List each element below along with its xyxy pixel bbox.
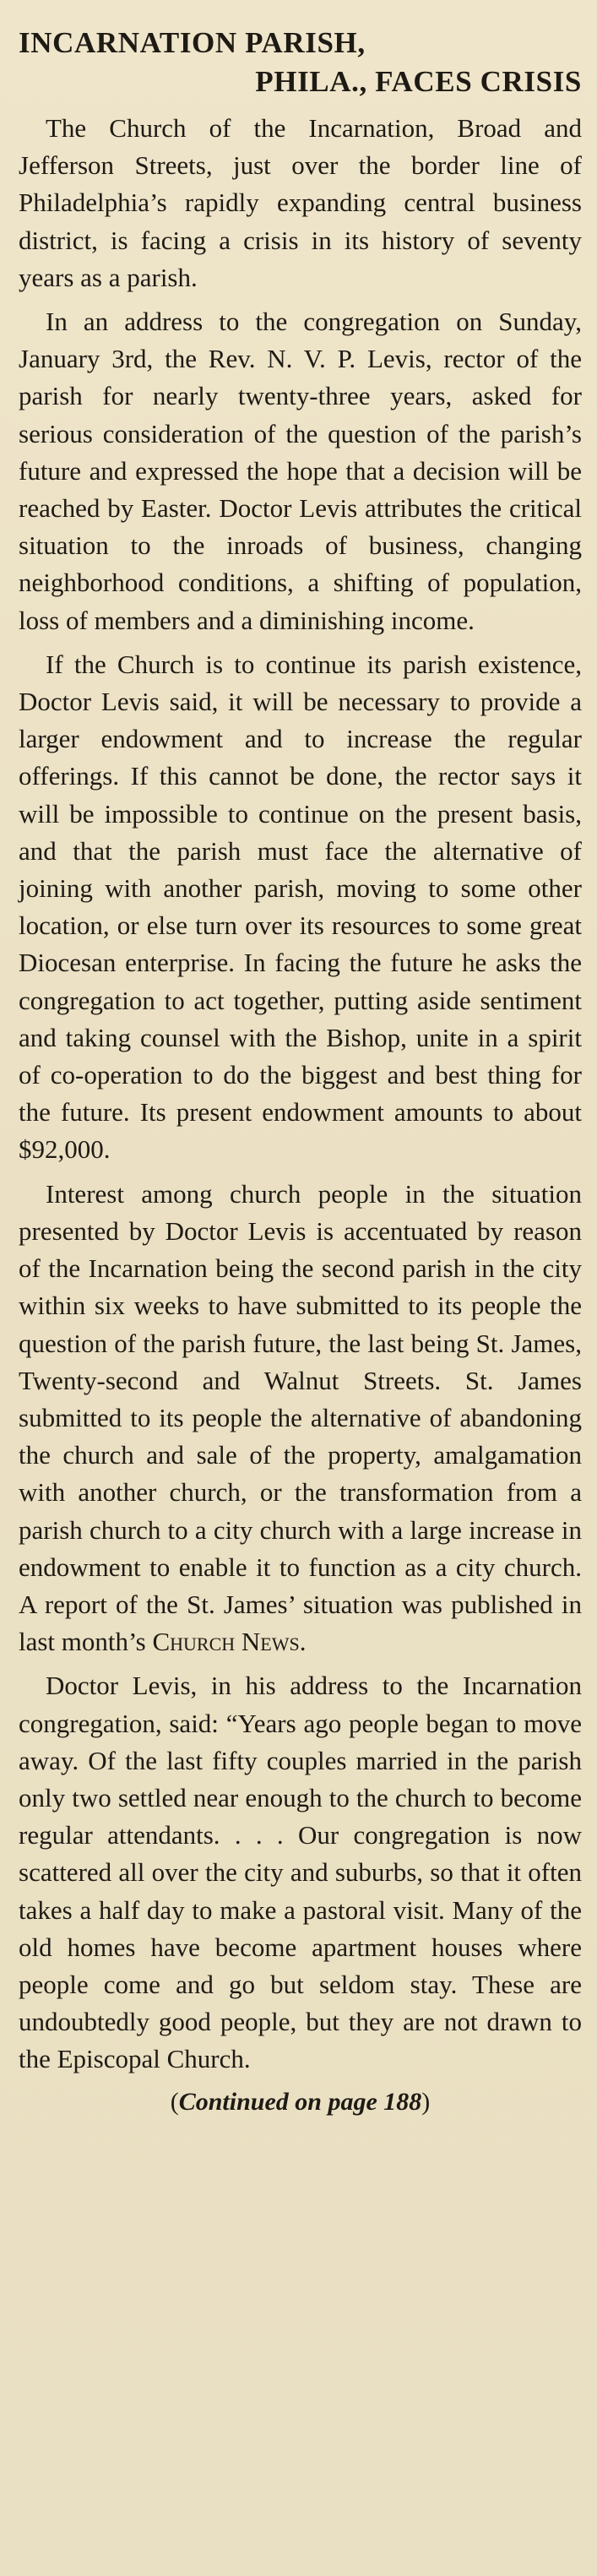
paragraph-3: If the Church is to continue its parish existence, Doctor Levis said, it will be necessary to provide a larger endowment and to increase the regular offerings. If this cannot be done, the rector says it will be impossible to continue on the present basis, and that the parish must face the alternative of joining with another parish, moving to some other location, or else turn over its resources to some great Diocesan enterprise. In facing the future he asks the congregation to act together, putting aside sentiment and taking counsel with the Bishop, unite in a spirit of co-operation to do the biggest and best thing for the future. Its present endowment amounts to about $92,000. <box>19 649 582 1165</box>
continued-open-paren: ( <box>170 2087 179 2116</box>
paragraph-1: The Church of the Incarnation, Broad and Jefferson Streets, just over the border line of Philadelphia’s rapidly expanding central business district, is facing a crisis in its history of seventy years as a parish. <box>19 113 582 292</box>
paragraph-4 <box>19 1176 582 1661</box>
continued-label: Continued on page 188 <box>178 2087 422 2116</box>
paragraph-4-text: Interest among church people in the situation presented by Doctor Levis is accentuated by reason of the Incarnation being the second parish in the city within six weeks to have submitted to its people the question of the parish future, the last being St. James, Twenty-second and Walnut Streets. St. James submitted to its people the alternative of abandoning the church and sale of the property, amalgamation with another church, or the transformation from a parish church to a city church with a large increase in endowment to enable it to function as a city church. A report of the St. James’ situation was published in last month’s <box>19 1178 582 1657</box>
church-news-title: Church News <box>152 1627 300 1657</box>
article <box>19 24 582 2119</box>
paragraph-5: Doctor Levis, in his address to the Incarnation congregation, said: “Years ago people began to move away. Of the last fifty couples married in the parish only two settled near enough to the church to become regular attendants. . . . Our congregation is now scattered all over the city and suburbs, so that it often takes a half day to make a pastoral visit. Many of the old homes have become apartment houses where people come and go but seldom stay. These are undoubtedly good people, but they are not drawn to the Episcopal Church. <box>19 1671 582 2074</box>
headline-line-1: INCARNATION PARISH, <box>19 26 366 59</box>
paragraph-4-end: . <box>299 1627 307 1657</box>
headline-line-2: PHILA., FACES CRISIS <box>255 65 582 98</box>
continued-notice <box>19 2085 582 2119</box>
headline <box>19 24 582 101</box>
continued-close-paren: ) <box>421 2087 431 2116</box>
paragraph-2: In an address to the congregation on Sunday, January 3rd, the Rev. N. V. P. Levis, rector of the parish for nearly twenty-three years, asked for serious consideration of the question of the parish’s future and expressed the hope that a decision will be reached by Easter. Doctor Levis attributes the critical situation to the inroads of business, changing neighborhood conditions, a shifting of population, loss of members and a diminishing income. <box>19 307 582 635</box>
